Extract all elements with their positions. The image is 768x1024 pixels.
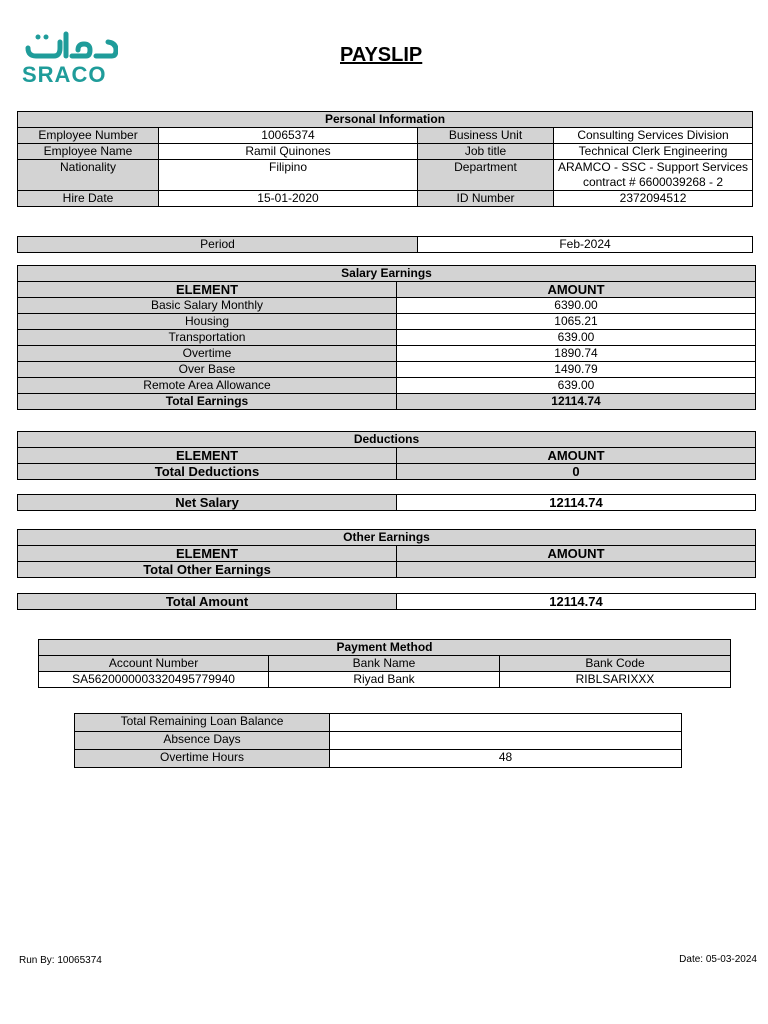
earning-row	[18, 298, 756, 314]
bank-name-column-header: Bank Name	[269, 656, 500, 672]
additional-info-label: Overtime Hours	[75, 750, 330, 768]
total-other-earnings-label: Total Other Earnings	[18, 562, 397, 578]
amount-column-header: AMOUNT	[397, 282, 756, 298]
earning-row	[18, 330, 756, 346]
additional-info-label: Absence Days	[75, 732, 330, 750]
net-salary-row	[18, 495, 756, 511]
info-row	[18, 144, 753, 160]
deductions-column-row	[18, 448, 756, 464]
earning-amount: 639.00	[397, 330, 756, 346]
info-value: ARAMCO - SSC - Support Services contract # 6600039268 - 2	[554, 160, 753, 191]
total-amount-label: Total Amount	[18, 594, 397, 610]
additional-info-value: 48	[330, 750, 682, 768]
salary-earnings-header-row	[18, 266, 756, 282]
total-earnings-row	[18, 394, 756, 410]
earning-element: Transportation	[18, 330, 397, 346]
page-title: PAYSLIP	[340, 44, 423, 66]
salary-earnings-column-row	[18, 282, 756, 298]
bank-name-value: Riyad Bank	[269, 672, 500, 688]
account-number-value: SA5620000003320495779940	[39, 672, 269, 688]
info-label: Job title	[418, 144, 554, 160]
period-table	[17, 236, 753, 253]
total-other-earnings-row	[18, 562, 756, 578]
other-earnings-heading: Other Earnings	[18, 530, 756, 546]
total-deductions-value: 0	[397, 464, 756, 480]
total-earnings-label: Total Earnings	[18, 394, 397, 410]
additional-info-row	[75, 714, 682, 732]
info-row	[18, 128, 753, 144]
sraco-logo	[22, 28, 120, 86]
total-earnings-value: 12114.74	[397, 394, 756, 410]
info-row	[18, 191, 753, 207]
earning-amount: 1065.21	[397, 314, 756, 330]
salary-earnings-heading: Salary Earnings	[18, 266, 756, 282]
period-value: Feb-2024	[418, 237, 753, 253]
personal-information-heading: Personal Information	[18, 112, 753, 128]
other-earnings-header-row	[18, 530, 756, 546]
earning-amount: 1890.74	[397, 346, 756, 362]
info-label: Employee Number	[18, 128, 159, 144]
info-value: Ramil Quinones	[159, 144, 418, 160]
print-date-text: Date: 05-03-2024	[679, 954, 757, 965]
earning-row	[18, 314, 756, 330]
additional-info-table	[74, 713, 682, 768]
additional-info-value	[330, 714, 682, 732]
element-column-header: ELEMENT	[18, 448, 397, 464]
info-value: 2372094512	[554, 191, 753, 207]
net-salary-value: 12114.74	[397, 495, 756, 511]
additional-info-value	[330, 732, 682, 750]
total-amount-table	[17, 593, 756, 610]
earning-row	[18, 346, 756, 362]
earning-amount: 1490.79	[397, 362, 756, 378]
bank-code-value: RIBLSARIXXX	[500, 672, 731, 688]
info-value: 10065374	[159, 128, 418, 144]
info-label: Hire Date	[18, 191, 159, 207]
deductions-table	[17, 431, 756, 480]
info-label: Business Unit	[418, 128, 554, 144]
earning-element: Overtime	[18, 346, 397, 362]
earning-amount: 6390.00	[397, 298, 756, 314]
total-deductions-label: Total Deductions	[18, 464, 397, 480]
info-label: Department	[418, 160, 554, 191]
info-label: Employee Name	[18, 144, 159, 160]
earning-element: Over Base	[18, 362, 397, 378]
payment-method-header-row	[39, 640, 731, 656]
payment-method-heading: Payment Method	[39, 640, 731, 656]
account-number-column-header: Account Number	[39, 656, 269, 672]
earning-element: Housing	[18, 314, 397, 330]
bank-code-column-header: Bank Code	[500, 656, 731, 672]
payment-method-table	[38, 639, 731, 688]
info-label: ID Number	[418, 191, 554, 207]
run-by-text: Run By: 10065374	[19, 955, 102, 966]
payment-method-column-row	[39, 656, 731, 672]
earning-row	[18, 362, 756, 378]
additional-info-row	[75, 750, 682, 768]
personal-information-table	[17, 111, 753, 207]
earning-element: Basic Salary Monthly	[18, 298, 397, 314]
amount-column-header: AMOUNT	[397, 448, 756, 464]
amount-column-header: AMOUNT	[397, 546, 756, 562]
info-value: Filipino	[159, 160, 418, 191]
info-value: Technical Clerk Engineering	[554, 144, 753, 160]
sraco-wordmark: SRACO	[22, 62, 107, 87]
info-value: 15-01-2020	[159, 191, 418, 207]
total-other-earnings-value	[397, 562, 756, 578]
earning-row	[18, 378, 756, 394]
sraco-arabic-logotype	[24, 28, 118, 60]
salary-earnings-table	[17, 265, 756, 410]
earning-element: Remote Area Allowance	[18, 378, 397, 394]
net-salary-label: Net Salary	[18, 495, 397, 511]
deductions-header-row	[18, 432, 756, 448]
other-earnings-table	[17, 529, 756, 578]
info-row	[18, 160, 753, 191]
info-label: Nationality	[18, 160, 159, 191]
element-column-header: ELEMENT	[18, 282, 397, 298]
additional-info-row	[75, 732, 682, 750]
period-label: Period	[18, 237, 418, 253]
additional-info-label: Total Remaining Loan Balance	[75, 714, 330, 732]
total-deductions-row	[18, 464, 756, 480]
deductions-heading: Deductions	[18, 432, 756, 448]
payment-method-value-row	[39, 672, 731, 688]
personal-information-header-row	[18, 112, 753, 128]
total-amount-row	[18, 594, 756, 610]
period-row	[18, 237, 753, 253]
total-amount-value: 12114.74	[397, 594, 756, 610]
net-salary-table	[17, 494, 756, 511]
earning-amount: 639.00	[397, 378, 756, 394]
info-value: Consulting Services Division	[554, 128, 753, 144]
element-column-header: ELEMENT	[18, 546, 397, 562]
other-earnings-column-row	[18, 546, 756, 562]
